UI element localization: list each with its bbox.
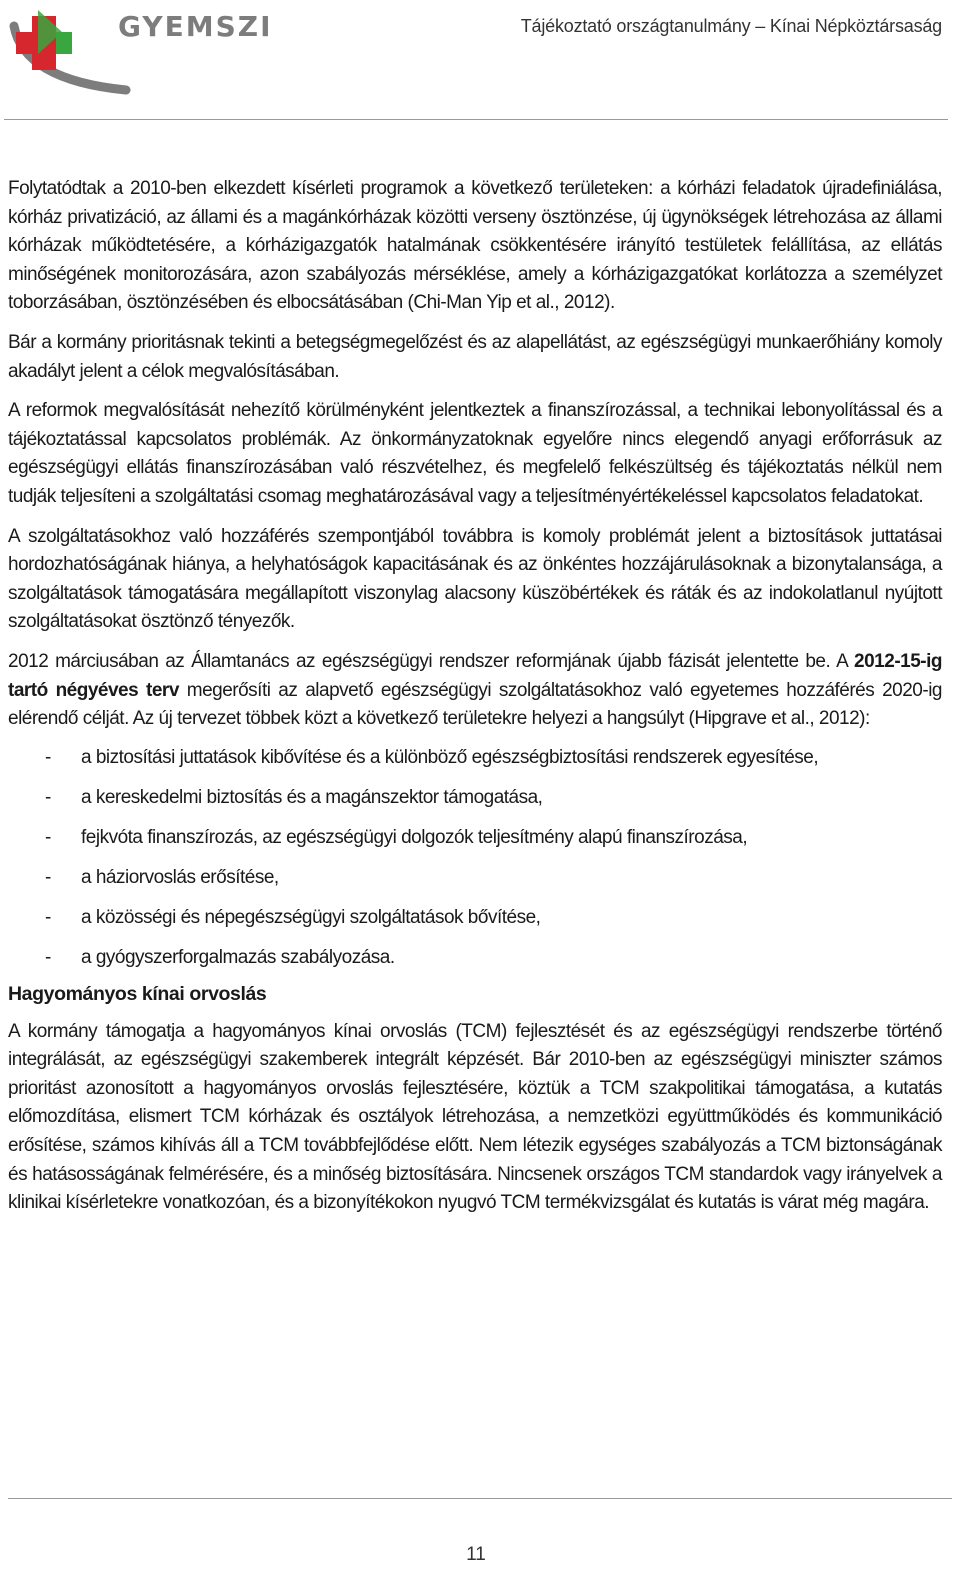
bullet-dash: - (45, 826, 51, 848)
list-item: - a háziorvoslás erősítése, (8, 864, 942, 904)
list-item: - fejkvóta finanszírozás, az egészségügyi dolgozók teljesítmény alapú finanszírozása, (8, 824, 942, 864)
list-item: - a biztosítási juttatások kibővítése és a különböző egészségbiztosítási rendszerek egyesítése, (8, 744, 942, 784)
svg-text:GYEMSZI: GYEMSZI (118, 10, 273, 43)
paragraph-tcm: A kormány támogatja a hagyományos kínai orvoslás (TCM) fejlesztését és az egészségügyi rendszerbe történő integrálását, az egészségügyi szakemberek integrált képzését. Bár 2010-ben az egészségügyi miniszter számos prioritást azonosított a hagyományos orvoslás fejlesztésére, köztük a TCM szakpolitikai támogatása, a kutatás előmozdítása, elismert TCM kórházak és osztályok létrehozása, a nemzetközi együttműködés és kommunikáció erősítése, számos kihívás áll a TCM továbbfejlődése előtt. Nem létezik egységes szabályozás a TCM biztonságának és hatásosságának felmérésére, és a minőség biztosítására. Nincsenek országos TCM standardok vagy irányelvek a klinikai kísérletekre vonatkozóan, és a bizonyítékokon nyugvó TCM termékvizsgálat és kutatás is várat még magára. (8, 1020, 942, 1214)
section-heading: Hagyományos kínai orvoslás (8, 982, 267, 1005)
list-item: - a gyógyszerforgalmazás szabályozása. (8, 944, 942, 984)
list-item: - a kereskedelmi biztosítás és a magánszektor támogatása, (8, 784, 942, 824)
gyemszi-logo (4, 2, 304, 100)
plan-bold-phrase: 2012-15-ig tartó négyéves terv (8, 650, 942, 701)
plan-text-before: 2012 márciusában az Államtanács az egészségügyi rendszer reformjának újabb fázisát jelentette be. A (8, 650, 855, 672)
list-item: - a közösségi és népegészségügyi szolgáltatások bővítése, (8, 904, 942, 944)
header-divider (4, 119, 948, 120)
paragraph-pilot-programs: Folytatódtak a 2010-ben elkezdett kísérleti programok a következő területeken: a kórházi feladatok újradefiniálása, kórház privatizáció, az állami és a magánkórházak közötti verseny ösztönzése, új ügynökségek létrehozása az állami kórházak működtetésére, a kórházigazgatók hatalmának csökkentésére irányító testületek felállítása, az ellátás minőségének monitorozására, azon szabályozás mérséklése, amely a kórházigazgatókat korlátozza a személyzet toborzásában, ösztönzésében és elbocsátásában (Chi-Man Yip et al., 2012). (8, 178, 942, 314)
page-number: 11 (466, 1544, 486, 1565)
plan-focus-list (8, 744, 942, 984)
plan-text-after: megerősíti az alapvető egészségügyi szolgáltatásokhoz való egyetemes hozzáférés 2020-ig elérendő célját. Az új tervezet többek közt a következő területekre helyezi a hangsúlyt (Hipgrave et al., 2012): (8, 679, 942, 730)
paragraph-access-problems: A szolgáltatásokhoz való hozzáférés szempontjából továbbra is komoly problémát jelent a biztosítások juttatásai hordozhatóságának hiánya, a helyhatóságok kapacitásának és az önkéntes hozzájárulásoknak a bizonytalansága, a szolgáltatások támogatására megállapított viszonylag alacsony küszöbértékek és ráták és az indokolatlanul nyújtott szolgáltatásokat ösztönző tényezők. (8, 525, 942, 633)
paragraph-reform-difficulties: A reformok megvalósítását nehezítő körülményként jelentkeztek a finanszírozással, a technikai lebonyolítással és a tájékoztatással kapcsolatos problémák. Az önkormányzatoknak egyelőre nincs elegendő anyagi erőforrásuk az egészségügyi ellátás finanszírozásában való részvételhez, és megfelelő felkészültség és tájékoztatás nélkül nem tudják teljesíteni a szolgáltatási csomag meghatározásával vagy a teljesítményértékeléssel kapcsolatos feladatokat. (8, 400, 942, 507)
document-title: Tájékoztató országtanulmány – Kínai Népköztársaság (520, 16, 942, 36)
bullet-dash: - (45, 746, 51, 768)
bullet-dash: - (45, 906, 51, 928)
document-body (8, 175, 942, 1229)
paragraph-four-year-plan (8, 648, 942, 734)
bullet-dash: - (45, 786, 51, 808)
bullet-dash: - (45, 946, 51, 968)
paragraph-government-priority: Bár a kormány prioritásnak tekinti a betegségmegelőzést és az alapellátást, az egészségügyi munkaerőhiány komoly akadályt jelent a célok megvalósításában. (8, 331, 942, 382)
bullet-dash: - (45, 866, 51, 888)
page-header (0, 0, 960, 122)
footer-divider (8, 1498, 952, 1499)
